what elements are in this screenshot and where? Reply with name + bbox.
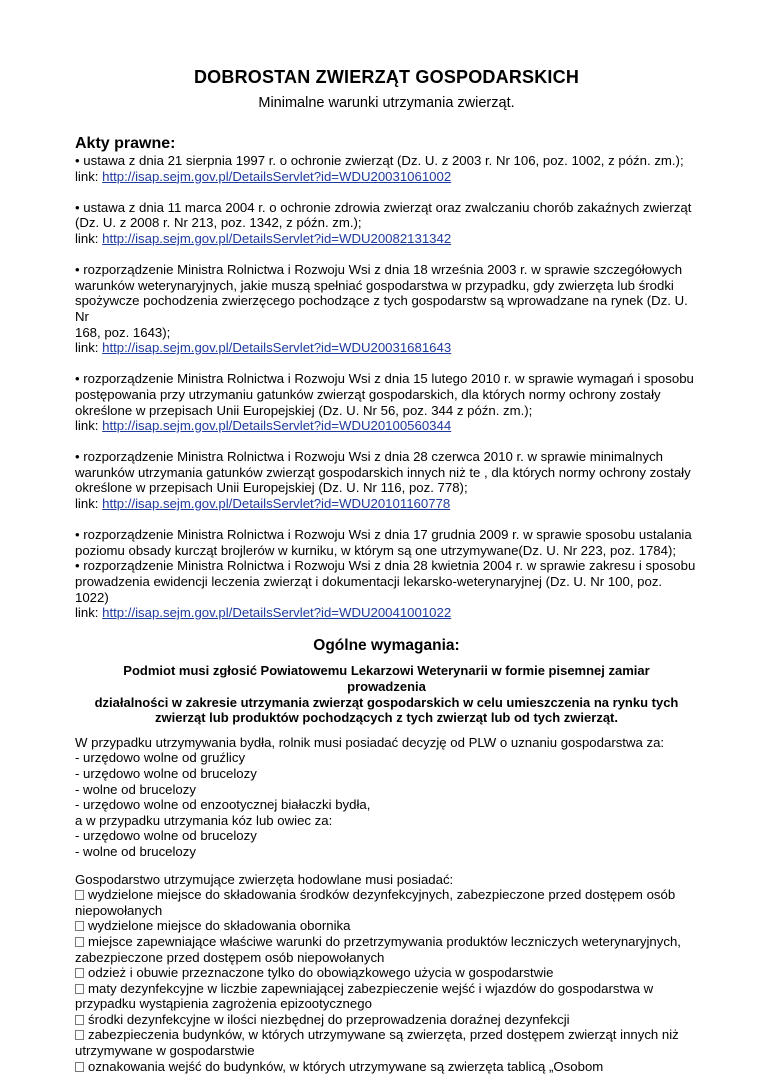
act-text-line: określone w przepisach Unii Europejskiej (Dz. U. Nr 116, poz. 778); bbox=[75, 480, 468, 496]
checkbox-glyph-icon bbox=[75, 1015, 84, 1025]
farm-item-cont: przypadku wystąpienia zagrożenia epizootycznego bbox=[75, 996, 372, 1012]
farm-requirements bbox=[75, 872, 698, 1074]
farm-item-cont: niepowołanych bbox=[75, 902, 163, 918]
act-text-line: • rozporządzenie Ministra Rolnictwa i Rozwoju Wsi z dnia 28 czerwca 2010 r. w sprawie minimalnych bbox=[75, 449, 664, 465]
act-link[interactable]: http://isap.sejm.gov.pl/DetailsServlet?id=WDU20100560344 bbox=[102, 418, 452, 434]
legal-act-item bbox=[75, 262, 698, 356]
legal-act-item bbox=[75, 527, 698, 621]
cattle-line: - wolne od brucelozy bbox=[75, 781, 196, 797]
legal-act-item bbox=[75, 153, 698, 184]
checkbox-glyph-icon bbox=[75, 937, 84, 947]
act-text-line: • ustawa z dnia 11 marca 2004 r. o ochronie zdrowia zwierząt oraz zwalczaniu chorób zakaźnych zwierząt bbox=[75, 199, 692, 215]
link-label: link: bbox=[75, 340, 103, 356]
farm-item bbox=[75, 1027, 698, 1043]
link-label: link: bbox=[75, 230, 103, 246]
act-text-line: prowadzenia ewidencji leczenia zwierząt i dokumentacji lekarsko-weterynaryjnej (Dz. U. Nr 100, poz. 1022) bbox=[75, 574, 663, 605]
farm-item bbox=[75, 1012, 698, 1028]
act-text-line: warunków weterynaryjnych, jakie muszą spełniać gospodarstwa w przypadku, gdy zwierzęta lub środki bbox=[75, 277, 674, 293]
act-text-line: spożywcze pochodzenia zwierzęcego pochodzące z tych gospodarstw są wprowadzane na rynek (Dz. U. Nr bbox=[75, 293, 688, 324]
farm-item-text: odzież i obuwie przeznaczone tylko do obowiązkowego użycia w gospodarstwie bbox=[88, 965, 554, 981]
notice-line: Podmiot musi zgłosić Powiatowemu Lekarzowi Weterynarii w formie pisemnej zamiar prowadzenia bbox=[123, 663, 650, 694]
general-requirements-heading: Ogólne wymagania: bbox=[313, 637, 460, 655]
notice-line: zwierząt lub produktów pochodzących z tych zwierząt lub od tych zwierząt. bbox=[154, 710, 618, 726]
cattle-line: W przypadku utrzymywania bydła, rolnik musi posiadać decyzję od PLW o uznaniu gospodarstwa za: bbox=[75, 734, 665, 750]
act-text-line: • rozporządzenie Ministra Rolnictwa i Rozwoju Wsi z dnia 17 grudnia 2009 r. w sprawie sposobu ustalania bbox=[75, 527, 692, 543]
legal-act-item bbox=[75, 200, 698, 247]
document-title: DOBROSTAN ZWIERZĄT GOSPODARSKICH bbox=[193, 67, 580, 87]
farm-item-text: wydzielone miejsce do składowania obornika bbox=[88, 918, 351, 934]
farm-intro: Gospodarstwo utrzymujące zwierzęta hodowlane musi posiadać: bbox=[75, 871, 454, 887]
cattle-line: - urzędowo wolne od enzootycznej białaczki bydła, bbox=[75, 797, 371, 813]
farm-item-text: maty dezynfekcyjne w liczbie zapewniającej zabezpieczenie wejść i wjazdów do gospodarstwa w bbox=[88, 980, 654, 996]
farm-item-cont: utrzymywane w gospodarstwie bbox=[75, 1043, 255, 1059]
act-link-line bbox=[75, 231, 698, 247]
notice-line: działalności w zakresie utrzymania zwierząt gospodarskich w celu umieszczenia na rynku tych bbox=[94, 694, 679, 710]
cattle-line: a w przypadku utrzymania kóz lub owiec za: bbox=[75, 812, 333, 828]
checkbox-glyph-icon bbox=[75, 890, 84, 900]
act-link-line bbox=[75, 496, 698, 512]
act-link[interactable]: http://isap.sejm.gov.pl/DetailsServlet?id=WDU20031061002 bbox=[102, 168, 452, 184]
farm-item-text: oznakowania wejść do budynków, w których utrzymywane są zwierzęta tablicą „Osobom bbox=[88, 1058, 604, 1074]
act-text-line: warunków utrzymania gatunków zwierząt gospodarskich innych niż te , dla których normy ochrony zostały bbox=[75, 464, 691, 480]
act-text-line: • rozporządzenie Ministra Rolnictwa i Rozwoju Wsi z dnia 28 kwietnia 2004 r. w sprawie zakresu i sposobu bbox=[75, 558, 696, 574]
act-text-line: postępowania przy utrzymaniu gatunków zwierząt gospodarskich, dla których normy ochrony zostały bbox=[75, 386, 661, 402]
farm-item-cont: zabezpieczone przed dostępem osób niepowołanych bbox=[75, 949, 385, 965]
act-link[interactable]: http://isap.sejm.gov.pl/DetailsServlet?id=WDU20101160778 bbox=[102, 496, 451, 512]
link-label: link: bbox=[75, 605, 103, 621]
farm-item-text: środki dezynfekcyjne w ilości niezbędnej do przeprowadzenia doraźnej dezynfekcji bbox=[88, 1011, 570, 1027]
checkbox-glyph-icon bbox=[75, 1062, 84, 1072]
act-link[interactable]: http://isap.sejm.gov.pl/DetailsServlet?id=WDU20082131342 bbox=[102, 230, 452, 246]
farm-item bbox=[75, 887, 698, 903]
act-link-line bbox=[75, 169, 698, 185]
checkbox-glyph-icon bbox=[75, 968, 84, 978]
act-text-line: • rozporządzenie Ministra Rolnictwa i Rozwoju Wsi z dnia 15 lutego 2010 r. w sprawie wymagań i sposobu bbox=[75, 371, 694, 387]
farm-item-text: wydzielone miejsce do składowania środków dezynfekcyjnych, zabezpieczone przed dostępem osób bbox=[88, 887, 676, 903]
act-text-line: • rozporządzenie Ministra Rolnictwa i Rozwoju Wsi z dnia 18 września 2003 r. w sprawie szczegółowych bbox=[75, 262, 683, 278]
farm-item-text: zabezpieczenia budynków, w których utrzymywane są zwierzęta, przed dostępem zwierząt innych niż bbox=[88, 1027, 679, 1043]
farm-item-text: miejsce zapewniające właściwe warunki do przetrzymywania produktów leczniczych weterynaryjnych, bbox=[88, 933, 681, 949]
act-text-line: 168, poz. 1643); bbox=[75, 324, 171, 340]
farm-item bbox=[75, 965, 698, 981]
link-label: link: bbox=[75, 496, 103, 512]
link-label: link: bbox=[75, 168, 103, 184]
farm-item bbox=[75, 934, 698, 950]
checkbox-glyph-icon bbox=[75, 921, 84, 931]
cattle-requirements bbox=[75, 735, 698, 860]
link-label: link: bbox=[75, 418, 103, 434]
act-link-line bbox=[75, 605, 698, 621]
legal-act-item bbox=[75, 371, 698, 433]
act-text-line: określone w przepisach Unii Europejskiej (Dz. U. Nr 56, poz. 344 z późn. zm.); bbox=[75, 402, 533, 418]
cattle-line: - urzędowo wolne od gruźlicy bbox=[75, 750, 246, 766]
act-link-line bbox=[75, 340, 698, 356]
checkbox-glyph-icon bbox=[75, 1030, 84, 1040]
registration-notice bbox=[83, 663, 690, 725]
legal-acts-heading: Akty prawne: bbox=[75, 135, 176, 152]
cattle-line: - urzędowo wolne od brucelozy bbox=[75, 765, 257, 781]
cattle-line: - urzędowo wolne od brucelozy bbox=[75, 828, 257, 844]
legal-acts-list bbox=[75, 153, 698, 621]
act-text-line: (Dz. U. z 2008 r. Nr 213, poz. 1342, z późn. zm.); bbox=[75, 215, 362, 231]
act-link[interactable]: http://isap.sejm.gov.pl/DetailsServlet?id=WDU20041001022 bbox=[102, 605, 452, 621]
legal-act-item bbox=[75, 449, 698, 511]
farm-item bbox=[75, 1059, 698, 1074]
act-link-line bbox=[75, 418, 698, 434]
checkbox-glyph-icon bbox=[75, 984, 84, 994]
document-subtitle: Minimalne warunki utrzymania zwierząt. bbox=[258, 95, 515, 111]
farm-item bbox=[75, 918, 698, 934]
act-text-line: • ustawa z dnia 21 sierpnia 1997 r. o ochronie zwierząt (Dz. U. z 2003 r. Nr 106, poz. 1002, z późn. zm.); bbox=[75, 153, 684, 168]
act-text-line: poziomu obsady kurcząt brojlerów w kurniku, w którym są one utrzymywane(Dz. U. Nr 223, poz. 1784); bbox=[75, 542, 676, 558]
cattle-line: - wolne od brucelozy bbox=[75, 843, 196, 859]
act-link[interactable]: http://isap.sejm.gov.pl/DetailsServlet?id=WDU20031681643 bbox=[102, 340, 452, 356]
